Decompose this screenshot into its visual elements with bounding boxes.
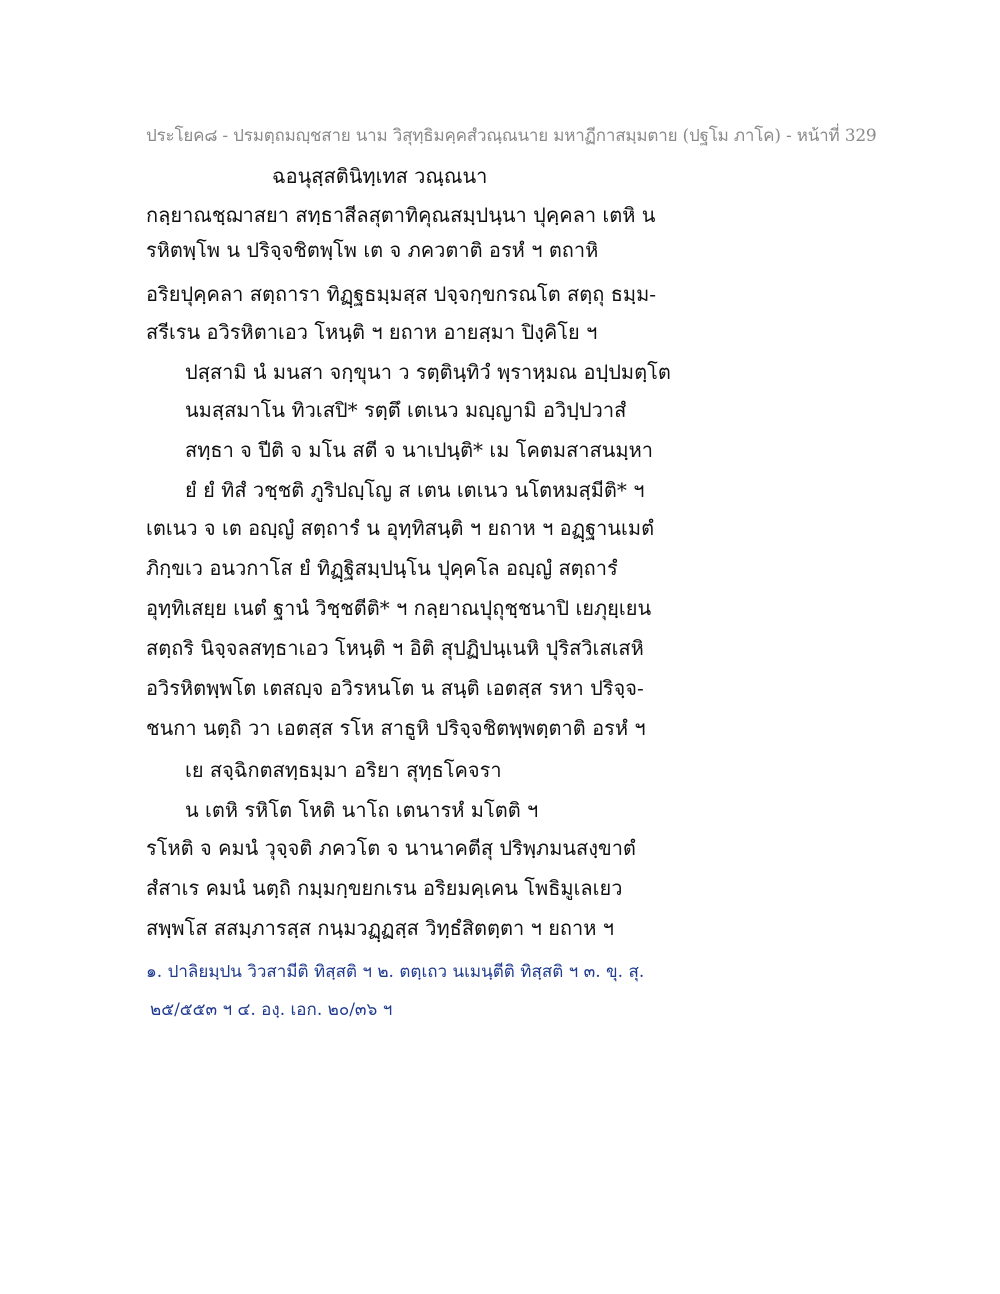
section-title: ฉอนุสฺสตินิทฺเทส วณฺณนา (272, 164, 488, 188)
paragraph-2-line-5: อวิรหิตพฺพโต เตสญฺจ อวิรหนโต น สนฺติ เอตสฺส รหา ปริจฺจ- (146, 676, 644, 700)
paragraph-3-line-1: รโหติ จ คมนํ วุจฺจติ ภควโต จ นานาคตีสุ ปริพฺภมนสงฺขาตํ (146, 836, 636, 860)
footnote-line-1: ๑. ปาลิยมฺปน วิวสามีติ ทิสฺสติ ฯ ๒. ตตฺเถว นเมนฺตีติ ทิสฺสติ ฯ ๓. ขุ. สุ. (146, 962, 645, 982)
paragraph-1-line-2: รหิตพฺโพ น ปริจฺจชิตพฺโพ เต จ ภควตาติ อรหํ ฯ ตถาหิ (146, 238, 599, 262)
paragraph-2-line-4: สตฺถริ นิจฺจลสทฺธาเอว โหนฺติ ฯ อิติ สุปฏิปนฺเนหิ ปุริสวิเสเสหิ (146, 636, 644, 660)
footnote-line-2: ๒๕/๕๕๓ ฯ ๔. องฺ. เอก. ๒๐/๓๖ ฯ (150, 1000, 393, 1020)
verse-1-line-1: ปสฺสามิ นํ มนสา จกฺขุนา ว รตฺตินฺทิวํ พฺราหฺมณ อปฺปมตฺโต (185, 360, 671, 384)
verse-2-line-2: น เตหิ รหิโต โหติ นาโถ เตนารหํ มโตติ ฯ (185, 798, 539, 822)
paragraph-2-line-2: ภิกฺขเว อนวกาโส ยํ ทิฏฺฐิสมฺปนฺโน ปุคฺคโล อญฺญํ สตฺถารํ (146, 556, 618, 580)
verse-2-line-1: เย สจฺฉิกตสทฺธมฺมา อริยา สุทฺธโคจรา (185, 758, 502, 782)
paragraph-2-line-1: เตเนว จ เต อญฺญํ สตฺถารํ น อุทฺทิสนฺติ ฯ ยถาห ฯ อฏฺฐานเมตํ (146, 516, 655, 540)
paragraph-1-line-3: อริยปุคฺคลา สตฺถารา ทิฏฺฐธมฺมสฺส ปจฺจกฺขกรณโต สตฺถุ ธมฺม- (146, 282, 657, 306)
paragraph-2-line-3: อุทฺทิเสยฺย เนตํ ฐานํ วิชฺชตีติ* ฯ กลฺยาณปุถุชฺชนาปิ เยภุยฺเยน (146, 596, 652, 620)
paragraph-1-line-4: สรีเรน อวิรหิตาเอว โหนฺติ ฯ ยถาห อายสฺมา ปิงฺคิโย ฯ (146, 320, 598, 344)
running-header: ประโยค๘ - ปรมตฺถมญฺชสาย นาม วิสุทฺธิมคฺคสํวณฺณนาย มหาฏีกาสมฺมตาย (ปฐโม ภาโค) - หน้าที่ 329 (146, 126, 877, 146)
paragraph-1-line-1: กลฺยาณชฺฌาสยา สทฺธาสีลสุตาทิคุณสมฺปนฺนา ปุคฺคลา เตหิ น (146, 203, 656, 227)
paragraph-3-line-2: สํสาเร คมนํ นตฺถิ กมฺมกฺขยกเรน อริยมคฺเคน โพธิมูเลเยว (146, 876, 623, 900)
verse-1-line-2: นมสฺสมาโน ทิวเสปิ* รตฺตึ เตเนว มญฺญามิ อวิปฺปวาสํ (185, 398, 627, 422)
paragraph-3-line-3: สพฺพโส สสมฺภารสฺส กนฺมวฏฺฏสฺส วิทฺธํสิตตฺตา ฯ ยถาห ฯ (146, 916, 615, 940)
verse-1-line-4: ยํ ยํ ทิสํ วชฺชติ ภูริปญฺโญ ส เตน เตเนว นโตหมสฺมีติ* ฯ (185, 478, 645, 502)
verse-1-line-3: สทฺธา จ ปีติ จ มโน สตี จ นาเปนฺติ* เม โคตมสาสนมฺหา (185, 438, 653, 462)
paragraph-2-line-6: ชนกา นตฺถิ วา เอตสฺส รโห สาธูหิ ปริจฺจชิตพฺพตฺตาติ อรหํ ฯ (146, 716, 646, 740)
